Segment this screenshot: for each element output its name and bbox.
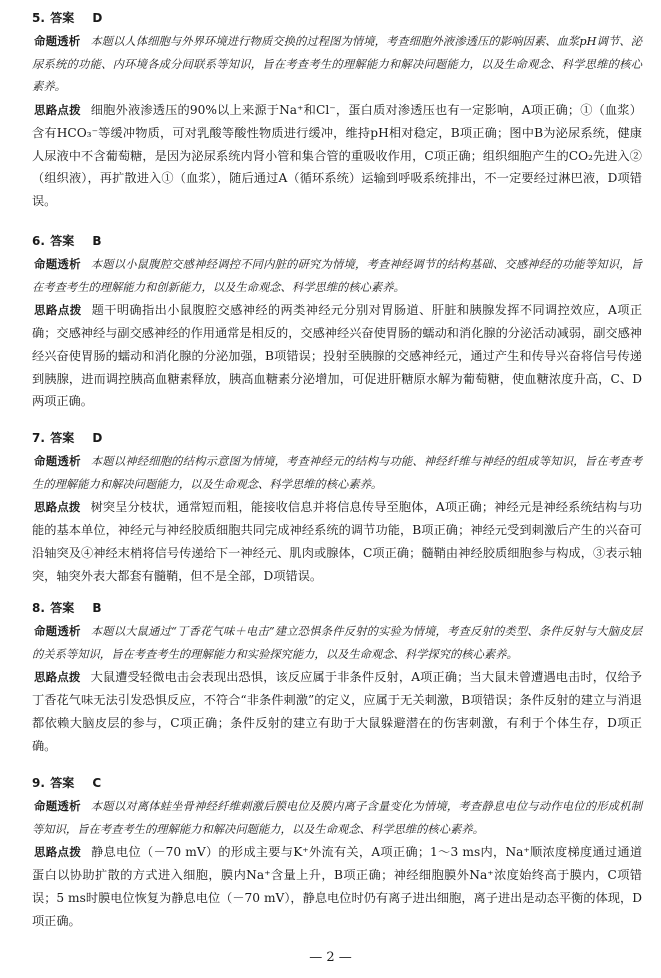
question-number: 6. [32,234,45,248]
question-5 [32,10,642,213]
analysis-label: 命题透析 [34,454,81,468]
answer-label: 答案 [50,601,75,615]
hint-text: 细胞外液渗透压的90%以上来源于Na⁺和Cl⁻，蛋白质对渗透压也有一定影响，A项正确；①（血浆）含有HCO₃⁻等缓冲物质，可对乳酸等酸性物质进行缓冲，维持pH相对稳定，B项正确；图中B为泌尿系统，健康人尿液中不含葡萄糖，是因为泌尿系统内肾小管和集合管的重吸收作用，C项正确；组织细胞产生的CO₂先进入②（组织液），再扩散进入①（血浆），随后通过A（循环系统）运输到呼吸系统排出，不一定要经过淋巴液，D项错误。 [32,103,642,208]
analysis-text: 本题以神经细胞的结构示意图为情境，考查神经元的结构与功能、神经纤维与神经的组成等知识，旨在考查考生的理解能力和解决问题能力，以及生命观念、科学思维的核心素养。 [32,455,642,491]
hint-paragraph [32,496,642,587]
question-8 [32,600,642,757]
question-number: 7. [32,431,45,445]
answer-label: 答案 [50,234,75,248]
analysis-text: 本题以人体细胞与外界环境进行物质交换的过程图为情境，考查细胞外液渗透压的影响因素、血浆pH调节、泌尿系统的功能、内环境各成分间联系等知识，旨在考查考生的理解能力和解决问题能力，以及生命观念、科学思维的核心素养。 [32,35,642,94]
analysis-paragraph [32,253,642,299]
analysis-text: 本题以对离体蛙坐骨神经纤维刺激后膜电位及膜内离子含量变化为情境，考查静息电位与动作电位的形成机制等知识，旨在考查考生的理解能力和解决问题能力，以及生命观念、科学思维的核心素养。 [32,800,642,836]
hint-text: 静息电位（－70 mV）的形成主要与K⁺外流有关，A项正确；1～3 ms内，Na⁺顺浓度梯度通过通道蛋白以协助扩散的方式进入细胞，膜内Na⁺含量上升，B项正确；神经细胞膜外Na⁺浓度始终高于膜内，C项错误；5 ms时膜电位恢复为静息电位（－70 mV），静息电位时仍有离子进出细胞，离子进出是动态平衡的体现，D项正确。 [32,845,643,928]
hint-paragraph [32,299,642,413]
question-number: 9. [32,776,45,790]
question-7 [32,430,642,587]
answer-value: D [92,431,103,445]
hint-label: 思路点拨 [34,670,81,685]
answer-label: 答案 [50,11,75,25]
question-number: 8. [32,601,45,615]
answer-line [32,430,642,450]
question-6 [32,233,642,413]
answer-value: C [92,776,102,790]
page-number: — 2 — [309,950,352,965]
hint-paragraph [32,841,642,932]
answer-value: D [92,11,103,25]
answer-label: 答案 [50,776,75,790]
answer-line [32,10,642,30]
hint-text: 树突呈分枝状，通常短而粗，能接收信息并将信息传导至胞体，A项正确；神经元是神经系统结构与功能的基本单位，神经元与神经胶质细胞共同完成神经系统的调节功能，B项正确；神经元受到刺激后产生的兴奋可沿轴突及④神经末梢将信号传递给下一神经元、肌肉或腺体，C项正确；髓鞘由神经胶质细胞参与构成，③表示轴突，轴突外表大都套有髓鞘，但不是全部，D项错误。 [32,500,642,583]
analysis-text: 本题以大鼠通过“丁香花气味＋电击”建立恐惧条件反射的实验为情境，考查反射的类型、条件反射与大脑皮层的关系等知识，旨在考查考生的理解能力和实验探究能力，以及生命观念、科学探究的核心素养。 [32,625,642,661]
analysis-label: 命题透析 [34,34,81,48]
question-9 [32,775,642,932]
analysis-text: 本题以小鼠腹腔交感神经调控不同内脏的研究为情境，考查神经调节的结构基础、交感神经的功能等知识，旨在考查考生的理解能力和创新能力，以及生命观念、科学思维的核心素养。 [32,258,642,294]
answer-line [32,775,642,795]
hint-label: 思路点拨 [34,500,81,515]
analysis-paragraph [32,795,642,841]
analysis-label: 命题透析 [34,624,81,638]
answer-label: 答案 [50,431,75,445]
hint-text: 大鼠遭受轻微电击会表现出恐惧，该反应属于非条件反射，A项正确；当大鼠未曾遭遇电击时，仅给予丁香花气味无法引发恐惧反应，不符合“非条件刺激”的定义，应属于无关刺激，B项错误；条件反射的建立与消退都依赖大脑皮层的参与，C项正确；条件反射的建立有助于大鼠躲避潜在的伤害刺激，有利于个体生存，D项正确。 [32,670,642,753]
hint-label: 思路点拨 [34,303,82,318]
analysis-label: 命题透析 [34,257,81,271]
analysis-paragraph [32,620,642,666]
analysis-paragraph [32,450,642,496]
hint-text: 题干明确指出小鼠腹腔交感神经的两类神经元分别对胃肠道、肝脏和胰腺发挥不同调控效应，A项正确；交感神经与副交感神经的作用通常是相反的，交感神经兴奋使胃肠的蠕动和消化腺的分泌活动减弱，副交感神经兴奋使胃肠的蠕动和消化腺的分泌加强，B项错误；投射至胰腺的交感神经元，通过产生和传导兴奋将信号传递到胰腺，进而调控胰高血糖素释放，胰高血糖素分泌增加，可促进肝糖原水解为葡萄糖，使血糖浓度升高，C、D两项正确。 [32,303,643,409]
analysis-paragraph [32,30,642,99]
hint-label: 思路点拨 [34,103,81,118]
hint-paragraph [32,666,642,757]
question-number: 5. [32,11,45,25]
answer-value: B [92,601,102,615]
answer-value: B [92,234,102,248]
analysis-label: 命题透析 [34,799,81,813]
hint-paragraph [32,99,642,213]
answer-line [32,233,642,253]
answer-line [32,600,642,620]
hint-label: 思路点拨 [34,845,82,860]
